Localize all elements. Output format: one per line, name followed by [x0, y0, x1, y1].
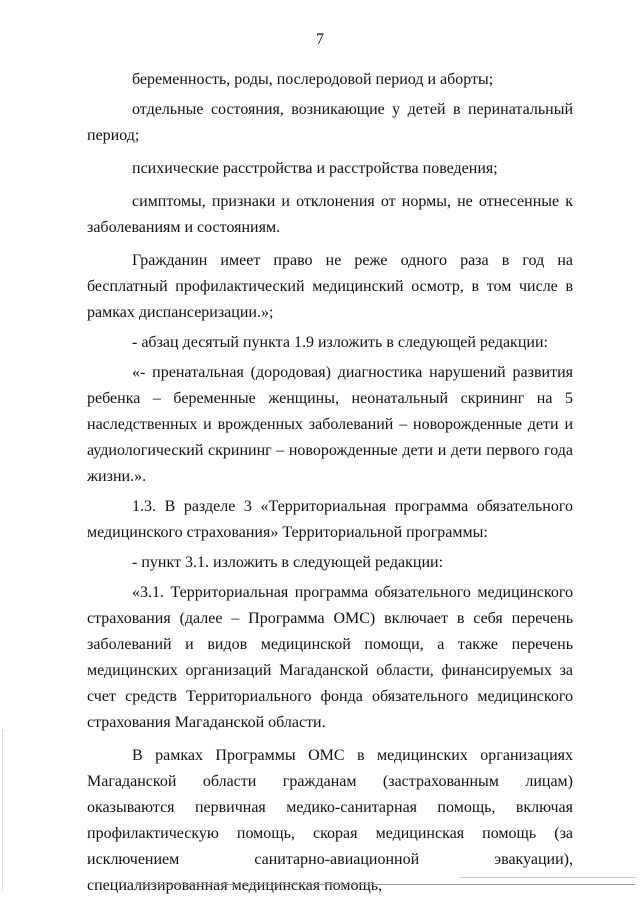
paragraph-perinatal: отдельные состояния, возникающие у детей в перинатальный период; — [87, 101, 573, 144]
document-body — [87, 67, 573, 899]
paragraph-prenatal-diagnostics: «- пренатальная (дородовая) диагностика нарушений развития ребенка – беременные женщины, неонатальный скрининг на 5 наследственных и врожденных заболеваний – новорожденные дети и аудиологический скрининг – новорожденные дети и дети первого года жизни.». — [87, 364, 573, 485]
scan-edge-line — [460, 877, 636, 878]
paragraph-pregnancy: беременность, роды, послеродовой период и аборты; — [132, 71, 494, 88]
paragraph-section-1-3: 1.3. В разделе 3 «Территориальная программа обязательного медицинского страхования» Территориальной программы: — [87, 498, 573, 541]
scan-margin-artifact — [2, 730, 5, 890]
page-bottom-edge — [135, 884, 635, 885]
page-number: 7 — [316, 31, 324, 48]
paragraph-point-3-1: - пункт 3.1. изложить в следующей редакции: — [132, 554, 444, 571]
paragraph-program-oms: «3.1. Территориальная программа обязательного медицинского страхования (далее – Программа ОМС) включает в себя перечень заболеваний и видов медицинской помощи, а также перечень медицинских организаций Магаданской области, финансируемых за счет средств Территориального фонда обязательного медицинского страхования Магаданской области. — [87, 584, 573, 731]
paragraph-amendment-1-9: - абзац десятый пункта 1.9 изложить в следующей редакции: — [132, 334, 548, 351]
paragraph-citizen-right: Гражданин имеет право не реже одного раза в год на бесплатный профилактический медицинский осмотр, в том числе в рамках диспансеризации.»; — [87, 252, 573, 321]
paragraph-program-scope: В рамках Программы ОМС в медицинских организациях Магаданской области гражданам (застрахованным лицам) оказываются первичная медико-санитарная помощь, включая профилактическую помощь, скорая медицинская помощь (за исключением санитарно-авиационной эвакуации), специализированная медицинская помощь, — [87, 747, 573, 894]
paragraph-mental: психические расстройства и расстройства поведения; — [132, 160, 498, 177]
paragraph-symptoms: симптомы, признаки и отклонения от нормы, не отнесенные к заболеваниям и состояниям. — [87, 193, 573, 236]
